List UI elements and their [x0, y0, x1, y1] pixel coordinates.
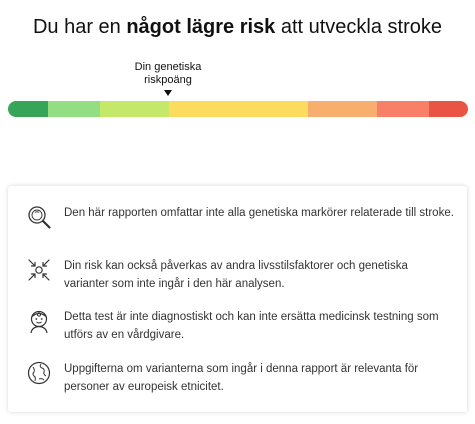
risk-scale-bar — [8, 101, 468, 117]
risk-segment-5 — [239, 101, 308, 117]
headline-emphasis: något lägre risk — [126, 16, 276, 38]
doctor-icon — [26, 308, 52, 334]
risk-segment-6 — [308, 101, 377, 117]
magnifier-icon — [26, 204, 52, 230]
info-text: Den här rapporten omfattar inte alla genetiska markörer relaterade till stroke. — [64, 207, 454, 219]
arrows-inward-icon — [26, 257, 52, 283]
risk-segment-4 — [169, 101, 239, 117]
marker-label-line2: riskpoäng — [144, 74, 192, 86]
risk-headline — [0, 16, 475, 39]
risk-segment-3 — [100, 101, 169, 117]
disclaimer-card — [8, 186, 467, 412]
headline-prefix: Du har en — [32, 16, 127, 38]
risk-segment-7 — [377, 101, 429, 117]
risk-segment-1 — [8, 101, 48, 117]
risk-segment-2 — [48, 101, 100, 117]
marker-label-line1: Din genetiska — [134, 61, 202, 73]
info-text: Uppgifterna om varianterna som ingår i denna rapport är relevanta för personer av europeisk etnicitet. — [64, 363, 419, 393]
risk-segment-8 — [429, 101, 468, 117]
score-marker — [122, 61, 214, 96]
globe-icon — [26, 360, 52, 386]
marker-arrow-icon — [164, 90, 172, 96]
headline-suffix: att utveckla stroke — [275, 16, 443, 38]
info-text: Din risk kan också påverkas av andra livsstilsfaktorer och genetiska varianter som inte ingår i den här analysen. — [64, 260, 408, 290]
info-text: Detta test är inte diagnostiskt och kan inte ersätta medicinsk testning som utförs av en vårdgivare. — [64, 311, 439, 341]
